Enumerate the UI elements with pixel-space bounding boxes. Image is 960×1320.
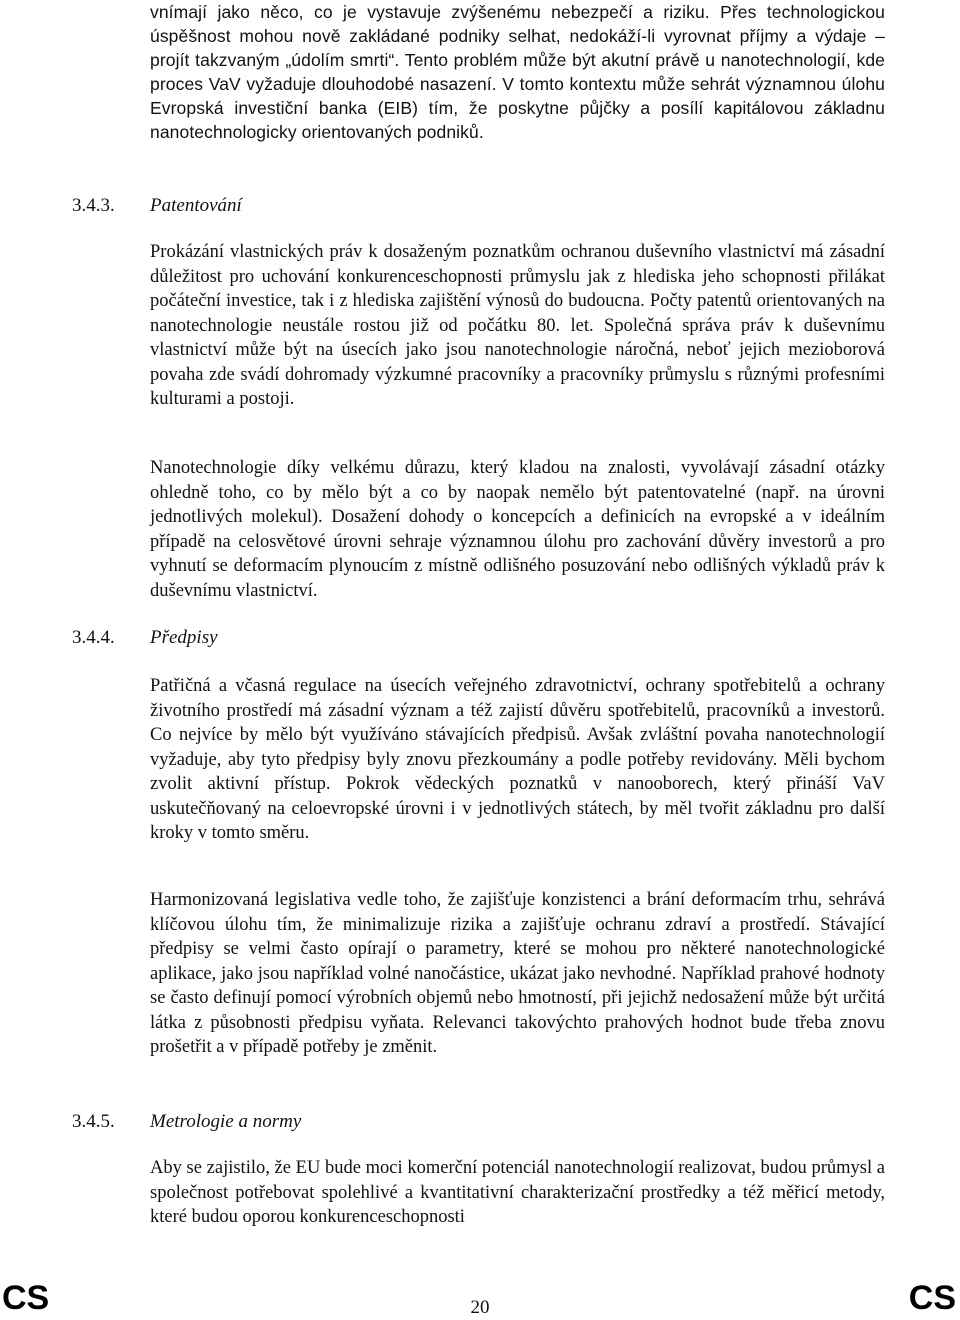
section-number: 3.4.3. xyxy=(72,195,115,216)
section-title: Patentování xyxy=(150,195,242,216)
paragraph-metrology-1: Aby se zajistilo, že EU bude moci komerční potenciál nanotechnologií realizovat, budou průmysl a společnost potřebovat spolehlivé a kvantitativní charakterizační prostředky a též měřicí metody, které budou oporou konkurenceschopnosti xyxy=(150,1158,885,1227)
page-footer xyxy=(0,1278,960,1318)
paragraph-patents-1: Prokázání vlastnických práv k dosaženým poznatkům ochranou duševního vlastnictví má zásadní důležitost pro uchování konkurenceschopnosti průmyslu jak z hlediska jeho schopnosti přilákat počáteční investice, tak i z hlediska zajištění výnosů do budoucna. Počty patentů orientovaných na nanotechnologie neustále rostou již od počátku 80. let. Společná správa práv k duševnímu vlastnictví může být na úsecích jako jsou nanotechnologie náročná, neboť jejich mezioborová povaha zde svádí dohromady výzkumné pracovníky a pracovníky průmyslu s různými profesními kulturami a postoji. xyxy=(150,242,885,409)
paragraph-regulations-2: Harmonizovaná legislativa vedle toho, že zajišťuje konzistenci a brání deformacím trhu, sehrává klíčovou úlohu tím, že minimalizuje rizika a zajišťuje ochranu zdraví a prostředí. Stávající předpisy se velmi často opírají o parametry, které se mohou pro některé nanotechnologické aplikace, jako jsou například volné nanočástice, ukázat jako nevhodné. Například prahové hodnoty se často definují pomocí výrobních objemů nebo hmotností, při jejichž nedosažení může být určitá látka z působnosti předpisu vyňata. Relevanci takovýchto prahových hodnot bude třeba znovu prošetřit a v případě potřeby je změnit. xyxy=(150,890,885,1057)
paragraph-continued: vnímají jako něco, co je vystavuje zvýšenému nebezpečí a riziku. Přes technologickou úspěšnost mohou nově zakládané podniky selhat, nedokáží-li vyrovnat příjmy a výdaje – projít takzvaným „údolím smrti“. Tento problém může být akutní právě u nanotechnologií, kde proces VaV vyžaduje dlouhodobé nasazení. V tomto kontextu může sehrát významnou úlohu Evropská investiční banka (EIB) tím, že poskytne půjčky a posílí kapitálovou základnu nanotechnologicky orientovaných podniků. xyxy=(150,2,885,142)
section-title: Metrologie a normy xyxy=(150,1111,302,1132)
section-number: 3.4.5. xyxy=(72,1111,115,1132)
section-number: 3.4.4. xyxy=(72,627,115,648)
paragraph-regulations-1: Patřičná a včasná regulace na úsecích veřejného zdravotnictví, ochrany spotřebitelů a ochrany životního prostředí má zásadní význam a též zajistí důvěru spotřebitelů, pracovníků a investorů. Co nejvíce by mělo být využíváno stávajících předpisů. Avšak zvláštní povaha nanotechnologií vyžaduje, aby tyto předpisy byly znovu přezkoumány a podle potřeby revidovány. Měli bychom zvolit aktivní přístup. Pokrok vědeckých poznatků v nanooborech, který přináší VaV uskutečňovaný na celoevropské úrovni i v jednotlivých státech, by měl tvořit základnu pro další kroky v tomto směru. xyxy=(150,676,885,843)
section-title: Předpisy xyxy=(150,627,218,648)
language-code-left: CS xyxy=(2,1279,50,1317)
language-code-right: CS xyxy=(908,1279,956,1317)
page-number: 20 xyxy=(470,1297,490,1318)
paragraph-patents-2: Nanotechnologie díky velkému důrazu, který kladou na znalosti, vyvolávají zásadní otázky ohledně toho, co by mělo být a co by naopak nemělo být patentovatelné (např. na úrovni jednotlivých molekul). Dosažení dohody o koncepcích a definicích na evropské a v ideálním případě na celosvětové úrovni sehraje významnou úlohu pro zachování důvěry investorů a pro vyhnutí se deformacím plynoucím z místně odlišného posuzování nebo odlišných výkladů práv k duševnímu vlastnictví. xyxy=(150,458,885,601)
